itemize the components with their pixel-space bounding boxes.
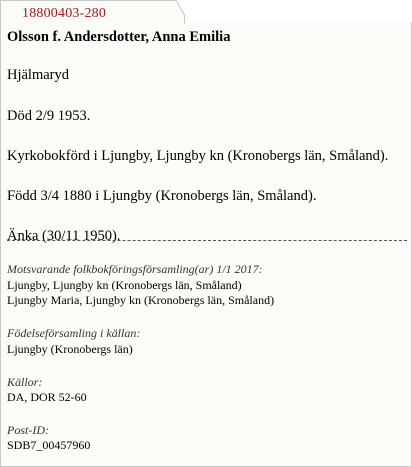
record-card bbox=[0, 22, 412, 467]
record-tab[interactable] bbox=[0, 0, 184, 24]
corresponding-parish-item: Ljungby Maria, Ljungby kn (Kronobergs län, Småland) bbox=[7, 293, 275, 307]
place-line: Hjälmaryd bbox=[7, 67, 70, 83]
death-line: Död 2/9 1953. bbox=[7, 108, 91, 124]
birth-parish-value: Ljungby (Kronobergs län) bbox=[7, 342, 133, 356]
birth-parish-label: Födelseförsamling i källan: bbox=[7, 326, 141, 340]
corresponding-parish-label: Motsvarande folkbokföringsförsamling(ar) 1/1 2017: bbox=[7, 262, 263, 276]
dashed-divider bbox=[7, 240, 407, 241]
record-id-label: 18800403-280 bbox=[22, 6, 107, 21]
person-name: Olsson f. Andersdotter, Anna Emilia bbox=[7, 29, 231, 45]
sources-value: DA, DOR 52-60 bbox=[7, 390, 87, 404]
born-line: Född 3/4 1880 i Ljungby (Kronobergs län, Småland). bbox=[7, 188, 317, 204]
corresponding-parish-item: Ljungby, Ljungby kn (Kronobergs län, Småland) bbox=[7, 278, 242, 292]
sources-label: Källor: bbox=[7, 375, 43, 389]
post-id-value: SDB7_00457960 bbox=[7, 438, 91, 452]
registered-line: Kyrkobokförd i Ljungby, Ljungby kn (Kronobergs län, Småland). bbox=[7, 148, 389, 164]
post-id-label: Post-ID: bbox=[7, 423, 49, 437]
civil-status-line: Änka (30/11 1950). bbox=[7, 228, 121, 244]
